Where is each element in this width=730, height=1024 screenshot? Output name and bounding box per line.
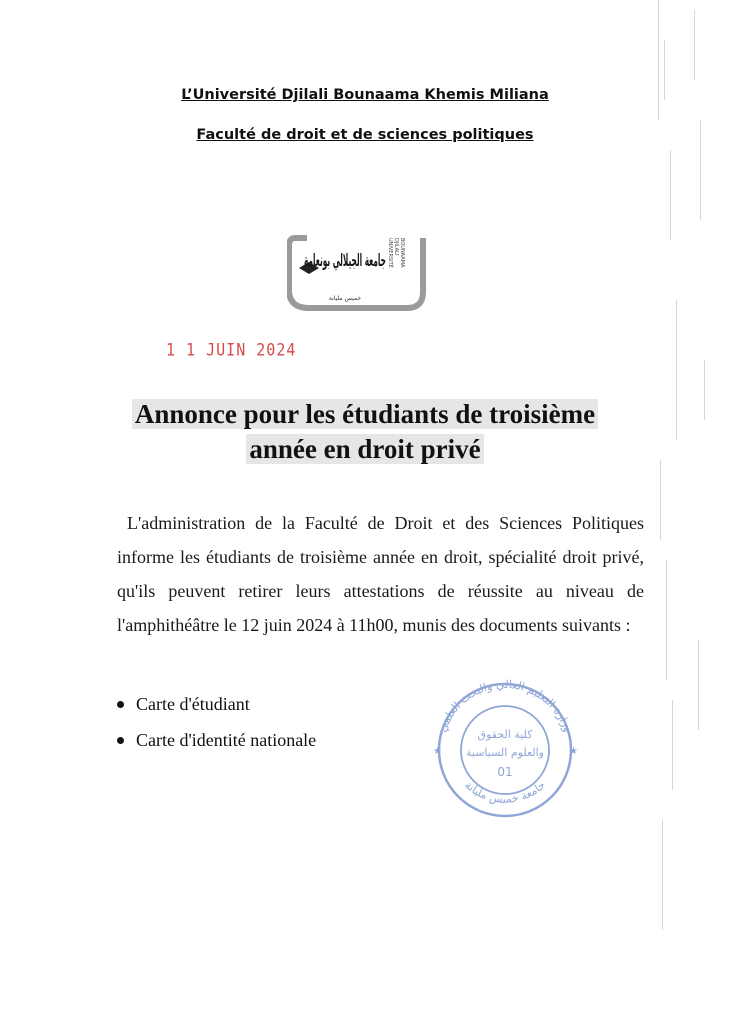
title-line2-text: année en droit privé [246, 434, 483, 464]
seal-inner-line1: كلية الحقوق [477, 728, 533, 741]
logo-side-text-3: BOUNAAMA [399, 238, 405, 268]
seal-outer-text: وزارة التعليم العالي والبحث العلمي [435, 678, 575, 734]
date-stamp: 1 1 JUIN 2024 [166, 339, 297, 361]
university-logo-icon [287, 232, 437, 312]
seal-star-icon: ★ [569, 746, 578, 757]
logo-side-text-2: DJILALI [393, 238, 399, 256]
seal-bottom-text: جامعة خميس مليانة [462, 778, 548, 806]
faculty-seal-icon [425, 678, 585, 818]
seal-inner-line2: والعلوم السياسية [466, 746, 544, 759]
svg-text:جامعة خميس مليانة [462, 778, 548, 806]
list-item: Carte d'étudiant [117, 690, 316, 726]
university-name: L’Université Djilali Bounaama Khemis Miliana [181, 87, 549, 103]
list-item: Carte d'identité nationale [117, 726, 316, 762]
seal-number: 01 [497, 765, 513, 779]
paragraph-text: L'administration de la Faculté de Droit et des Sciences Politiques informe les étudiants de troisième année en droit, spécialité droit privé, qu'ils peuvent retirer leurs attestations de réussite au niveau de l'amphithéâtre le 12 juin 2024 à 11h00, munis des documents suivants : [117, 513, 644, 635]
seal-star-icon: ★ [433, 746, 442, 757]
required-documents-list [117, 690, 316, 762]
logo-arabic-text: جامعة الجيلالي بونعامة [304, 251, 386, 271]
logo-side-text-1: UNIVERSITÉ [387, 238, 393, 268]
scan-noise-decoration [600, 0, 730, 1024]
title-line1-text: Annonce pour les étudiants de troisième [132, 399, 598, 429]
announcement-paragraph [117, 506, 644, 642]
logo-small-text: خميس مليانة [328, 295, 362, 302]
faculty-name: Faculté de droit et de sciences politiques [196, 127, 534, 143]
